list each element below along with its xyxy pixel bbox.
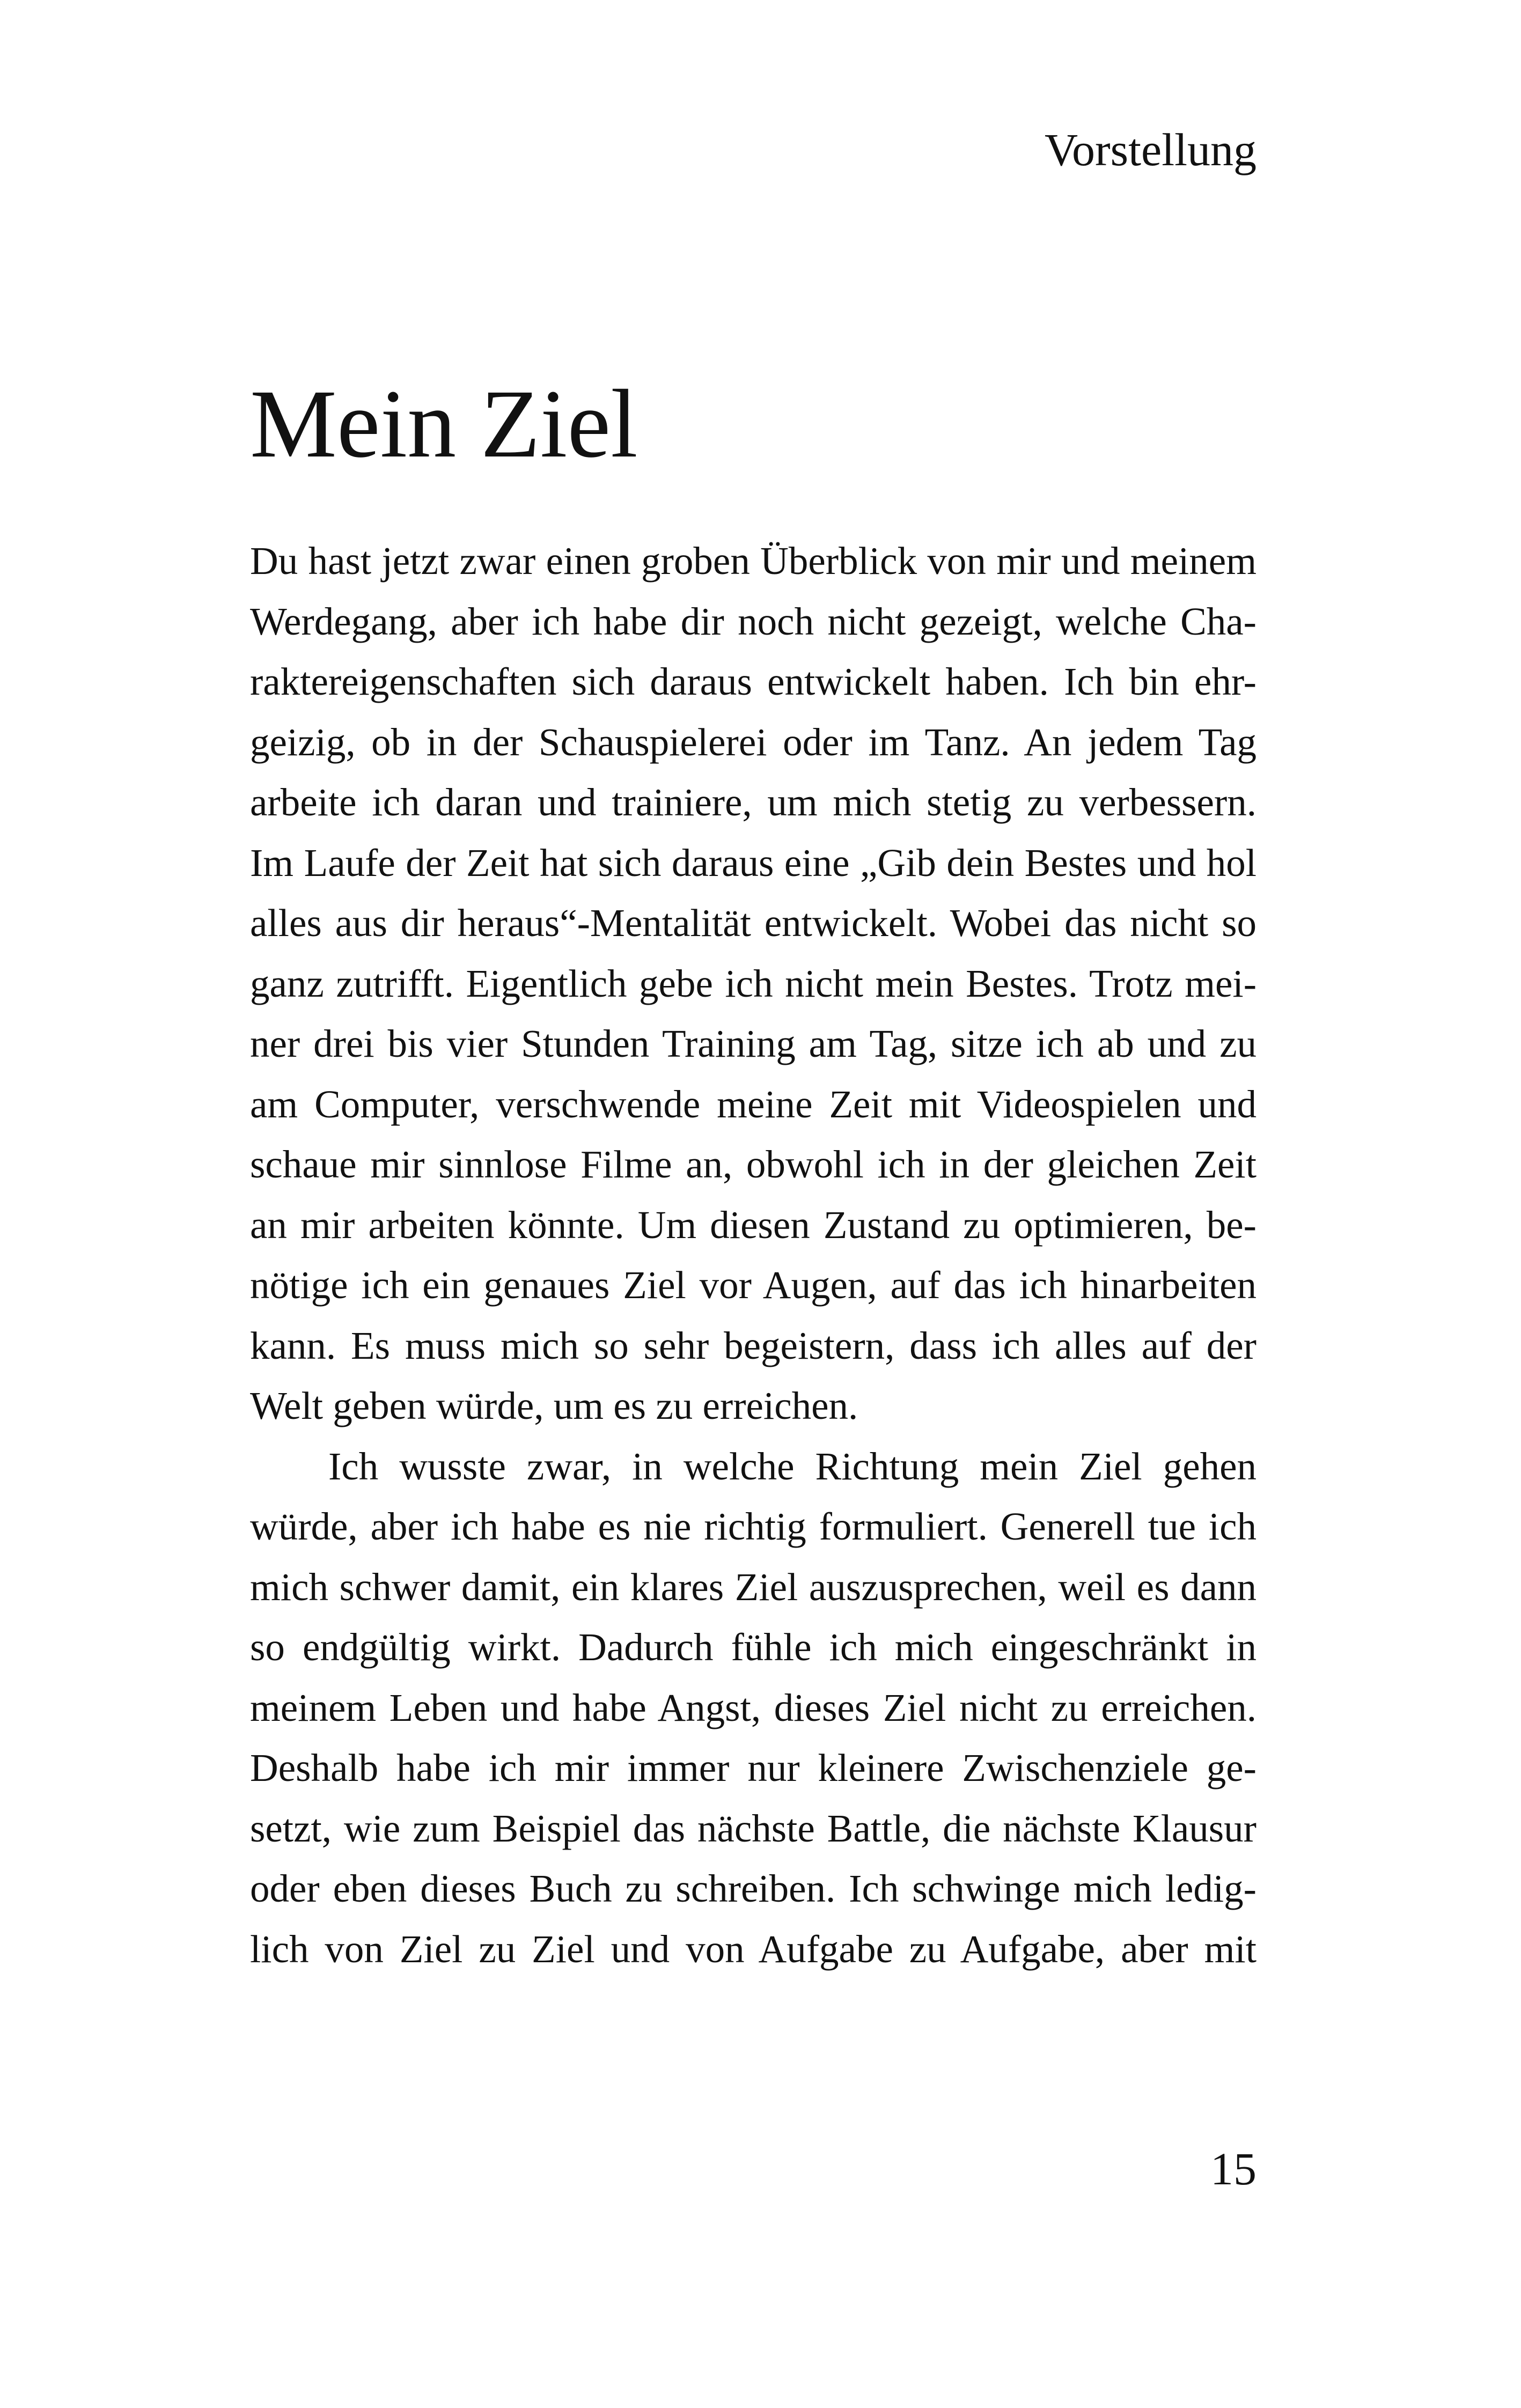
text-line: Welt geben würde, um es zu erreichen. xyxy=(250,1384,858,1427)
text-line: meinem Leben und habe Angst, dieses Ziel nicht zu erreichen. xyxy=(250,1685,1257,1729)
paragraph-2 xyxy=(250,1437,1257,1980)
page-number: 15 xyxy=(1210,2143,1257,2195)
text-line: oder eben dieses Buch zu schreiben. Ich schwinge mich ledig- xyxy=(250,1867,1257,1910)
text-line: schaue mir sinnlose Filme an, obwohl ich in der gleichen Zeit xyxy=(250,1143,1257,1186)
text-line: setzt, wie zum Beispiel das nächste Battle, die nächste Klausur xyxy=(250,1806,1257,1850)
text-line: kann. Es muss mich so sehr begeistern, dass ich alles auf der xyxy=(250,1323,1257,1367)
text-line: raktereigenschaften sich daraus entwickelt haben. Ich bin ehr- xyxy=(250,660,1257,703)
chapter-title: Mein Ziel xyxy=(250,370,638,478)
text-line: am Computer, verschwende meine Zeit mit Videospielen und xyxy=(250,1082,1257,1126)
running-head: Vorstellung xyxy=(1045,124,1257,175)
text-line: mich schwer damit, ein klares Ziel auszusprechen, weil es dann xyxy=(250,1565,1257,1609)
text-line: ganz zutrifft. Eigentlich gebe ich nicht mein Bestes. Trotz mei- xyxy=(250,961,1257,1005)
text-line: ner drei bis vier Stunden Training am Tag, sitze ich ab und zu xyxy=(250,1022,1257,1065)
text-line: Ich wusste zwar, in welche Richtung mein Ziel gehen xyxy=(328,1444,1257,1488)
text-line: Im Laufe der Zeit hat sich daraus eine „Gib dein Bestes und hol xyxy=(250,841,1257,885)
text-line: nötige ich ein genaues Ziel vor Augen, auf das ich hinarbeiten xyxy=(250,1263,1257,1307)
text-line: geizig, ob in der Schauspielerei oder im Tanz. An jedem Tag xyxy=(250,720,1257,764)
body-text xyxy=(250,531,1257,1979)
text-line: würde, aber ich habe es nie richtig formuliert. Generell tue ich xyxy=(250,1505,1257,1548)
text-line: alles aus dir heraus“-Mentalität entwickelt. Wobei das nicht so xyxy=(250,901,1257,945)
text-line: Werdegang, aber ich habe dir noch nicht gezeigt, welche Cha- xyxy=(250,599,1257,643)
text-line: so endgültig wirkt. Dadurch fühle ich mich eingeschränkt in xyxy=(250,1625,1257,1669)
text-line: Deshalb habe ich mir immer nur kleinere Zwischenziele ge- xyxy=(250,1746,1257,1790)
text-line: arbeite ich daran und trainiere, um mich stetig zu verbessern. xyxy=(250,780,1257,824)
text-line: lich von Ziel zu Ziel und von Aufgabe zu Aufgabe, aber mit xyxy=(250,1927,1257,1971)
paragraph-1 xyxy=(250,531,1257,1437)
text-line: an mir arbeiten könnte. Um diesen Zustand zu optimieren, be- xyxy=(250,1203,1257,1247)
text-line: Du hast jetzt zwar einen groben Überblick von mir und meinem xyxy=(250,539,1257,583)
